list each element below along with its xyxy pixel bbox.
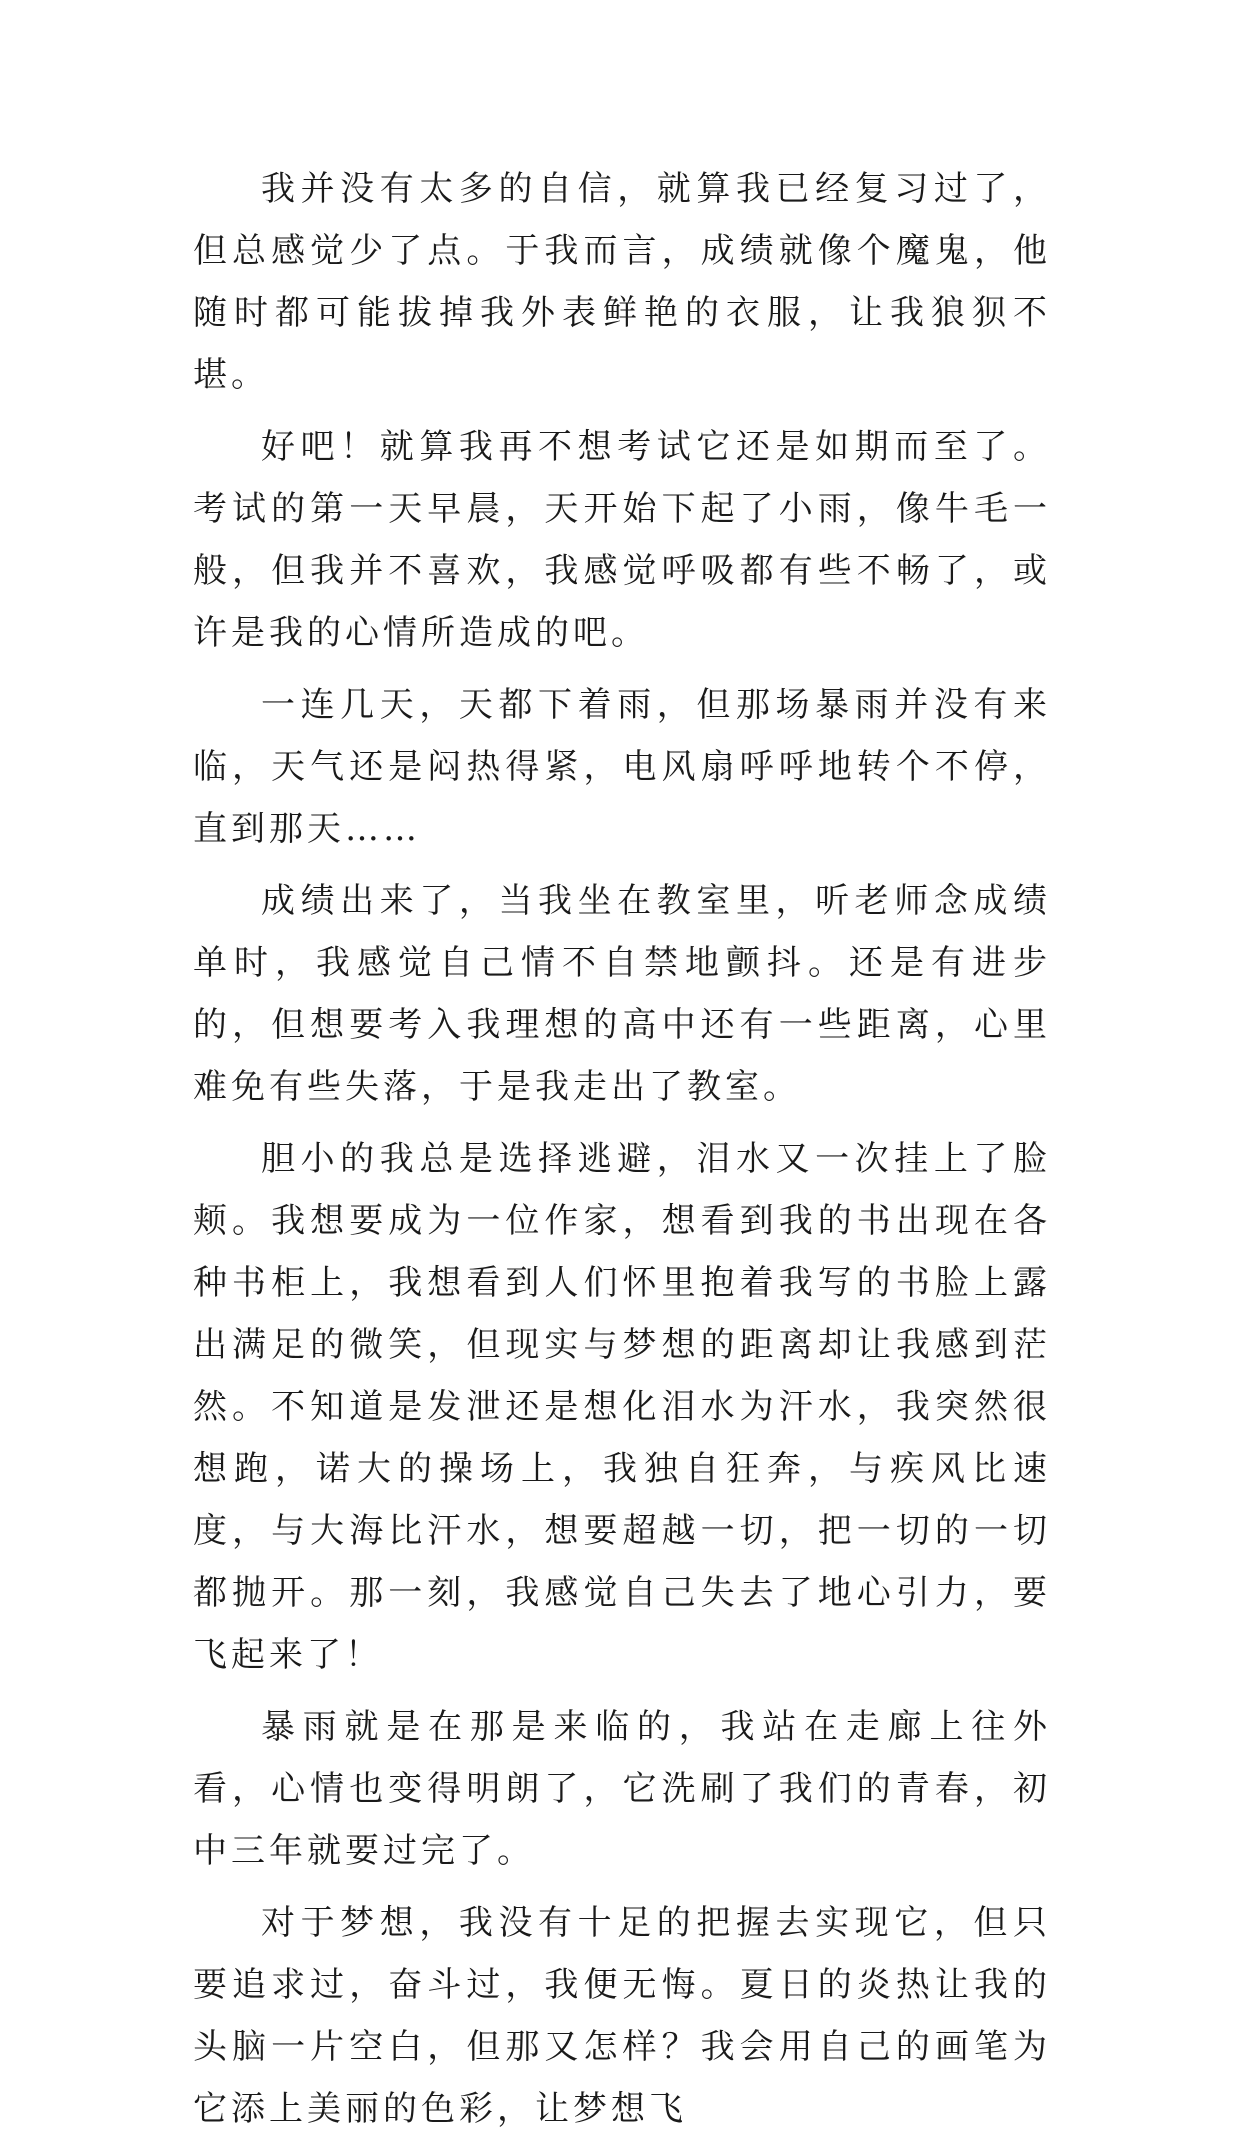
- paragraph: 成绩出来了，当我坐在教室里，听老师念成绩单时，我感觉自己情不自禁地颤抖。还是有进步的，但想要考入我理想的高中还有一些距离，心里难免有些失落，于是我走出了教室。: [193, 881, 1051, 1107]
- paragraph: 胆小的我总是选择逃避，泪水又一次挂上了脸颊。我想要成为一位作家，想看到我的书出现在各种书柜上，我想看到人们怀里抱着我写的书脸上露出满足的微笑，但现实与梦想的距离却让我感到茫然。不知道是发泄还是想化泪水为汗水，我突然很想跑，诺大的操场上，我独自狂奔，与疾风比速度，与大海比汗水，想要超越一切，把一切的一切都抛开。那一刻，我感觉自己失去了地心引力，要飞起来了！: [193, 1139, 1051, 1675]
- paragraph: 对于梦想，我没有十足的把握去实现它，但只要追求过，奋斗过，我便无悔。夏日的炎热让我的头脑一片空白，但那又怎样？我会用自己的画笔为它添上美丽的色彩，让梦想飞: [193, 1903, 1051, 2129]
- paragraph: 一连几天，天都下着雨，但那场暴雨并没有来临，天气还是闷热得紧，电风扇呼呼地转个不停，直到那天……: [193, 685, 1051, 849]
- paragraph: 我并没有太多的自信，就算我已经复习过了，但总感觉少了点。于我而言，成绩就像个魔鬼，他随时都可能拔掉我外表鲜艳的衣服，让我狼狈不堪。: [193, 169, 1051, 395]
- paragraph: 暴雨就是在那是来临的，我站在走廊上往外看，心情也变得明朗了，它洗刷了我们的青春，初中三年就要过完了。: [193, 1707, 1051, 1871]
- paragraph: 好吧！就算我再不想考试它还是如期而至了。考试的第一天早晨，天开始下起了小雨，像牛毛一般，但我并不喜欢，我感觉呼吸都有些不畅了，或许是我的心情所造成的吧。: [193, 427, 1051, 653]
- document-body: [193, 158, 1051, 2140]
